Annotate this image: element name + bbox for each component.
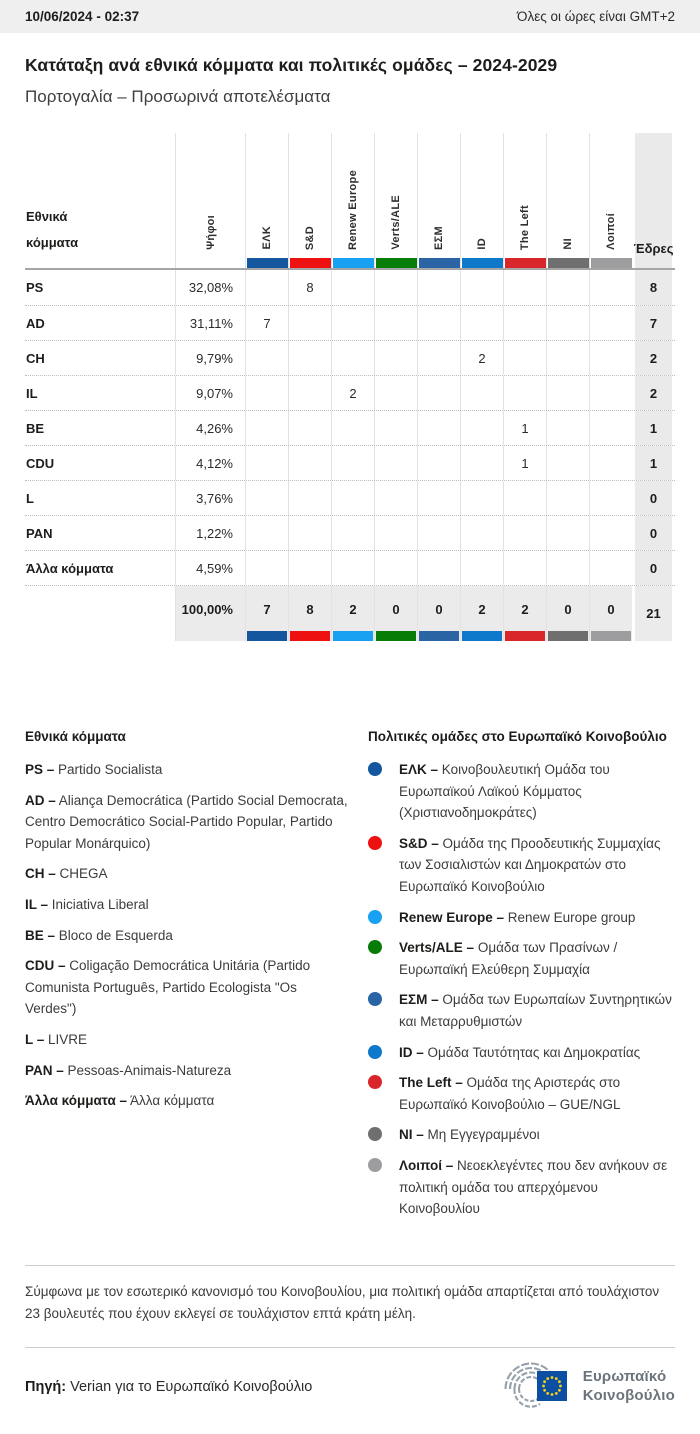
page-title: Κατάταξη ανά εθνικά κόμματα και πολιτικές ομάδες – 2024-2029 bbox=[25, 55, 558, 75]
group-color-dot bbox=[368, 992, 382, 1006]
group-color-dot bbox=[368, 940, 382, 954]
hemicycle-icon bbox=[501, 1358, 575, 1416]
group-color-bar bbox=[290, 258, 331, 268]
legend-item-pan: PAN – Pessoas-Animais-Natureza bbox=[25, 1062, 232, 1078]
timezone-note: Όλες οι ώρες είναι GMT+2 bbox=[517, 9, 675, 24]
votes-cell: 9,79% bbox=[175, 341, 245, 375]
legend-political-groups bbox=[368, 729, 675, 1229]
divider bbox=[25, 1347, 675, 1348]
group-color-bar bbox=[462, 258, 503, 268]
seats-cell: 1 bbox=[632, 411, 672, 445]
source-line: Πηγή: Verian για το Ευρωπαϊκό Κοινοβούλιο bbox=[25, 1379, 313, 1396]
table-row-pan bbox=[25, 515, 675, 550]
party-label: Άλλα κόμματα bbox=[26, 560, 114, 576]
legend-group-epp: ΕΛΚ – Κοινοβουλευτική Ομάδα του Ευρωπαϊκού Λαϊκού Κόμματος (Χριστιανοδημοκράτες) bbox=[368, 759, 675, 824]
seats-cell: 7 bbox=[632, 306, 672, 340]
votes-cell: 4,59% bbox=[175, 551, 245, 585]
divider bbox=[25, 1265, 675, 1266]
group-color-bar bbox=[419, 631, 459, 641]
column-header-group-ecr: ΕΣΜ bbox=[417, 133, 460, 268]
top-status-bar bbox=[0, 0, 700, 33]
column-header-group-the-left: The Left bbox=[503, 133, 546, 268]
group-color-bar bbox=[462, 631, 502, 641]
votes-cell: 31,11% bbox=[175, 306, 245, 340]
legend-item-ps: PS – Partido Socialista bbox=[25, 762, 163, 777]
seats-cell: 0 bbox=[632, 481, 672, 515]
votes-cell: 32,08% bbox=[175, 270, 245, 305]
group-color-dot bbox=[368, 910, 382, 924]
legend-group-ni: NI – Μη Εγγεγραμμένοι bbox=[368, 1124, 675, 1146]
votes-cell: 9,07% bbox=[175, 376, 245, 410]
party-label: L bbox=[26, 490, 34, 506]
seats-cell: 0 bbox=[632, 551, 672, 585]
group-color-bar bbox=[376, 631, 416, 641]
datetime-label: 10/06/2024 - 02:37 bbox=[25, 9, 140, 24]
party-label: PAN bbox=[26, 525, 53, 541]
group-color-bar bbox=[505, 631, 545, 641]
column-header-group-renew: Renew Europe bbox=[331, 133, 374, 268]
legend-item-be: BE – Bloco de Esquerda bbox=[25, 927, 173, 943]
table-total-row: 100,00% 7 8 2 0 0 2 2 0 0 21 bbox=[25, 585, 675, 641]
seats-cell: 2 bbox=[632, 341, 672, 375]
group-color-bar bbox=[548, 258, 589, 268]
total-votes: 100,00% bbox=[175, 586, 245, 641]
logo-wordmark: Ευρωπαϊκό Κοινοβούλιο bbox=[582, 1368, 675, 1405]
legend-group-verts-ale: Verts/ALE – Ομάδα των Πρασίνων / Ευρωπαϊκή Ελεύθερη Συμμαχία bbox=[368, 937, 675, 980]
legend-group-ecr: ΕΣΜ – Ομάδα των Ευρωπαίων Συντηρητικών και Μεταρρυθμιστών bbox=[368, 989, 675, 1032]
table-row-ch: CH 9,79% 2 2 bbox=[25, 340, 675, 375]
group-color-dot bbox=[368, 1075, 382, 1089]
group-color-dot bbox=[368, 1127, 382, 1141]
results-table bbox=[25, 133, 675, 641]
group-color-dot bbox=[368, 836, 382, 850]
group-color-bar bbox=[419, 258, 460, 268]
table-row-cdu: CDU 4,12% 1 1 bbox=[25, 445, 675, 480]
column-header-votes: Ψήφοι bbox=[175, 133, 245, 268]
title-block bbox=[0, 33, 700, 107]
group-color-bar bbox=[376, 258, 417, 268]
european-parliament-logo bbox=[501, 1358, 675, 1416]
group-color-bar bbox=[548, 631, 588, 641]
group-color-bar bbox=[247, 258, 288, 268]
group-color-dot bbox=[368, 1158, 382, 1172]
legend-group-others: Λοιποί – Νεοεκλεγέντες που δεν ανήκουν σε πολιτική ομάδα του απερχόμενου Κοινοβουλίου bbox=[368, 1155, 675, 1220]
seats-cell: 0 bbox=[632, 516, 672, 550]
legend-item-other: Άλλα κόμματα – Άλλα κόμματα bbox=[25, 1093, 215, 1109]
legend-section bbox=[25, 729, 675, 1229]
legend-item-l: L – LIVRE bbox=[25, 1031, 88, 1047]
group-color-dot bbox=[368, 1045, 382, 1059]
row-header-national-parties: Εθνικά κόμματα bbox=[26, 209, 79, 250]
legend-group-sd: S&D – Ομάδα της Προοδευτικής Συμμαχίας των Σοσιαλιστών και Δημοκρατών στο Ευρωπαϊκό Κοινοβούλιο bbox=[368, 833, 675, 898]
column-header-group-epp: ΕΛΚ bbox=[245, 133, 288, 268]
group-color-bar bbox=[591, 631, 631, 641]
legend-parties-heading: Εθνικά κόμματα bbox=[25, 729, 126, 744]
party-label: IL bbox=[26, 385, 38, 401]
table-row-other-parties bbox=[25, 550, 675, 585]
group-color-bar bbox=[290, 631, 330, 641]
rules-note: Σύμφωνα με τον εσωτερικό κανονισμό του Κοινοβουλίου, μια πολιτική ομάδα απαρτίζεται από τουλάχιστον 23 βουλευτές που έχουν εκλεγεί σε τουλάχιστον επτά κράτη μέλη. bbox=[25, 1283, 660, 1321]
total-seats: 21 bbox=[632, 586, 672, 641]
group-color-bar bbox=[333, 631, 373, 641]
legend-item-ch: CH – CHEGA bbox=[25, 866, 108, 882]
table-row-ps: PS 32,08% 8 8 bbox=[25, 270, 675, 305]
group-color-bar bbox=[247, 631, 287, 641]
column-header-group-id: ID bbox=[460, 133, 503, 268]
legend-item-cdu: CDU – Coligação Democrática Unitária (Partido Comunista Português, Partido Ecologista "Os Verdes") bbox=[25, 958, 311, 1017]
group-color-bar bbox=[591, 258, 632, 268]
party-label: BE bbox=[26, 420, 45, 436]
column-header-group-ni: NI bbox=[546, 133, 589, 268]
column-header-group-sd: S&D bbox=[288, 133, 331, 268]
page-subtitle: Πορτογαλία – Προσωρινά αποτελέσματα bbox=[25, 87, 331, 106]
table-header-row bbox=[25, 133, 675, 270]
legend-group-id: ID – Ομάδα Ταυτότητας και Δημοκρατίας bbox=[368, 1042, 675, 1064]
votes-cell: 1,22% bbox=[175, 516, 245, 550]
legend-item-il: IL – Iniciativa Liberal bbox=[25, 896, 149, 912]
column-header-seats: Έδρες bbox=[632, 133, 672, 268]
party-label: CDU bbox=[26, 455, 55, 471]
column-header-group-verts-ale: Verts/ALE bbox=[374, 133, 417, 268]
party-label: PS bbox=[26, 280, 44, 295]
legend-group-renew: Renew Europe – Renew Europe group bbox=[368, 907, 675, 929]
table-row-il: IL 9,07% 2 2 bbox=[25, 375, 675, 410]
seats-cell: 2 bbox=[632, 376, 672, 410]
votes-cell: 3,76% bbox=[175, 481, 245, 515]
table-row-ad: AD 31,11% 7 7 bbox=[25, 305, 675, 340]
legend-group-the-left: The Left – Ομάδα της Αριστεράς στο Ευρωπαϊκό Κοινοβούλιο – GUE/NGL bbox=[368, 1072, 675, 1115]
party-label: CH bbox=[26, 350, 45, 366]
footer bbox=[25, 1358, 675, 1416]
group-color-dot bbox=[368, 762, 382, 776]
table-row-l bbox=[25, 480, 675, 515]
group-color-bar bbox=[333, 258, 374, 268]
party-label: AD bbox=[26, 315, 45, 331]
legend-item-ad: AD – Aliança Democrática (Partido Social Democrata, Centro Democrático Social-Partido Popular, Partido Popular Monárquico) bbox=[25, 792, 348, 851]
column-header-group-others: Λοιποί bbox=[589, 133, 632, 268]
seats-cell: 8 bbox=[632, 270, 672, 305]
legend-groups-heading: Πολιτικές ομάδες στο Ευρωπαϊκό Κοινοβούλιο bbox=[368, 729, 667, 744]
group-color-bar bbox=[505, 258, 546, 268]
table-row-be: BE 4,26% 1 1 bbox=[25, 410, 675, 445]
votes-cell: 4,12% bbox=[175, 446, 245, 480]
votes-cell: 4,26% bbox=[175, 411, 245, 445]
legend-national-parties bbox=[25, 729, 350, 1229]
seats-cell: 1 bbox=[632, 446, 672, 480]
